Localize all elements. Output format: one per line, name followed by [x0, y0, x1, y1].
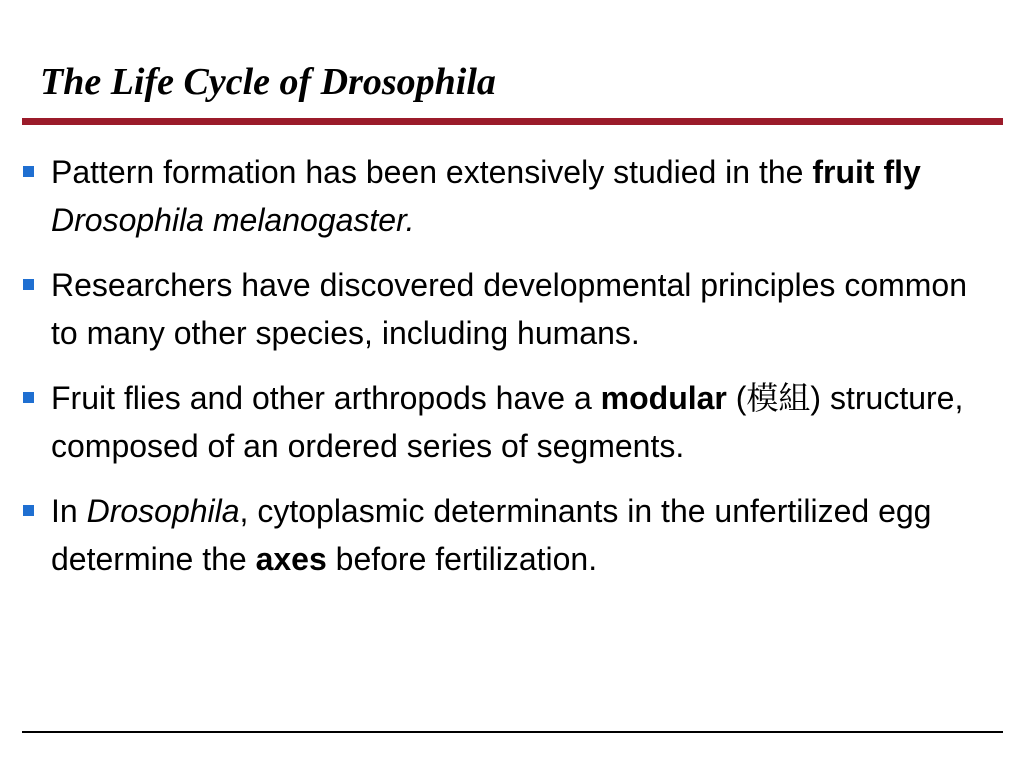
bold-term: axes: [255, 541, 327, 577]
bullet-text: [51, 261, 997, 357]
square-bullet-icon: [23, 166, 34, 177]
species-name: Drosophila melanogaster.: [51, 202, 415, 238]
bullet-list: [22, 148, 997, 600]
bold-term: modular: [600, 380, 727, 416]
species-name: Drosophila: [86, 493, 240, 529]
slide-title: The Life Cycle of Drosophila: [40, 61, 496, 103]
bullet-text: [51, 374, 997, 470]
text-segment: (模組) structure, composed of an ordered series of segments.: [51, 380, 964, 464]
bold-term: fruit fly: [812, 154, 921, 190]
text-segment: Researchers have discovered developmental principles common to many other species, including humans.: [51, 267, 968, 351]
text-segment: , cytoplasmic determinants in the unfertilized egg determine the: [51, 493, 932, 577]
title-divider: [22, 118, 1003, 125]
square-bullet-icon: [23, 505, 34, 516]
text-segment: Pattern formation has been extensively studied in the: [51, 154, 813, 190]
square-bullet-icon: [23, 279, 34, 290]
bullet-item: [22, 148, 997, 244]
footer-divider: [22, 731, 1003, 733]
bullet-text: [51, 487, 997, 583]
bullet-item: [22, 374, 997, 470]
bullet-item: [22, 487, 997, 583]
bullet-text: [51, 148, 997, 244]
text-segment: before fertilization.: [326, 541, 598, 577]
text-segment: In: [51, 493, 87, 529]
bullet-item: [22, 261, 997, 357]
text-segment: Fruit flies and other arthropods have a: [51, 380, 601, 416]
square-bullet-icon: [23, 392, 34, 403]
